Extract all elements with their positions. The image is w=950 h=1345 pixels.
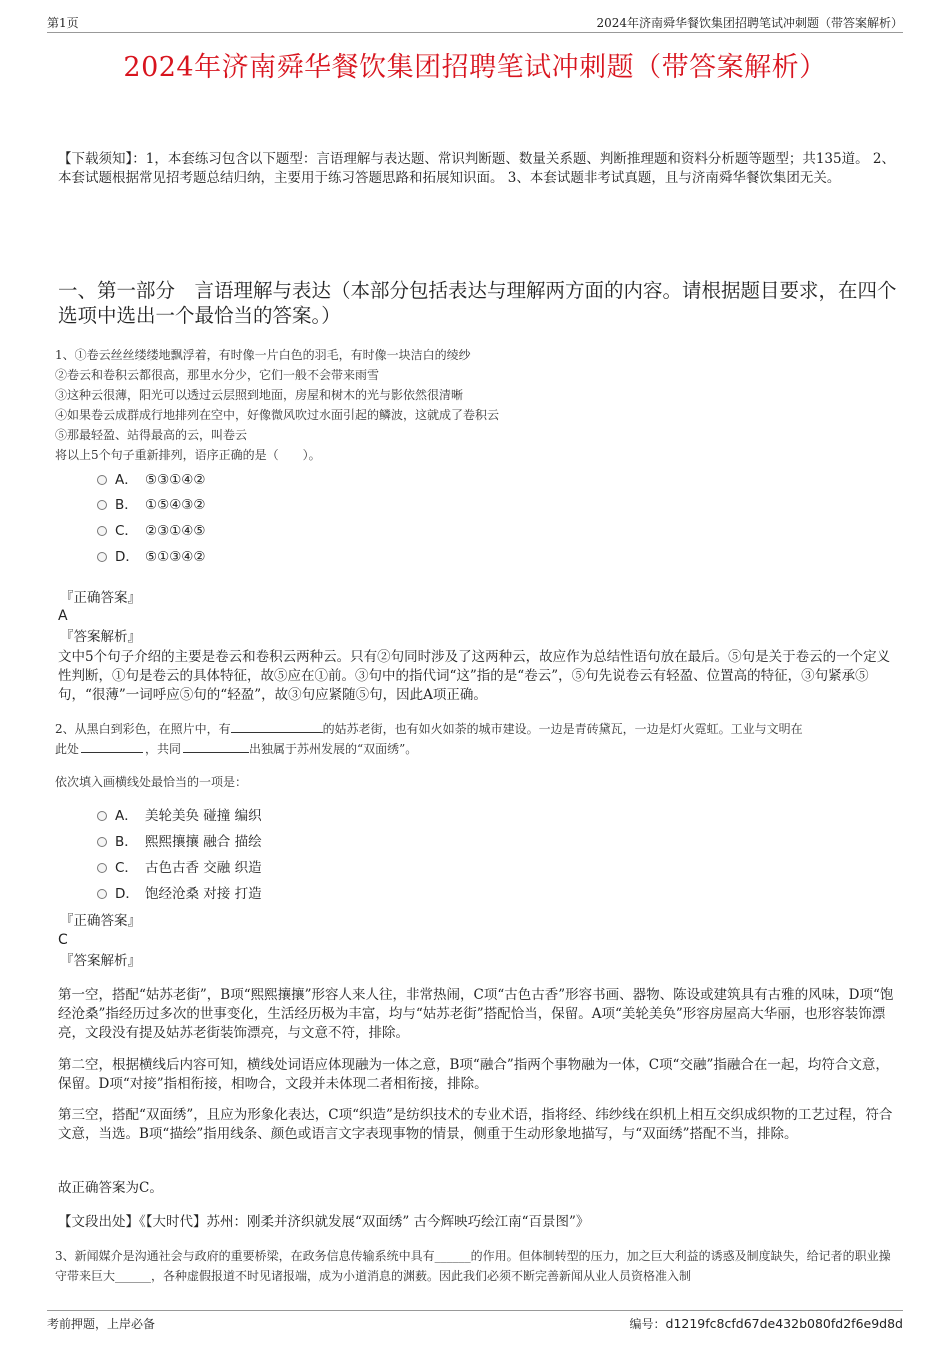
radio-icon[interactable]: [97, 889, 107, 899]
q2-analysis-label: 『答案解析』: [60, 953, 141, 969]
q2-analysis-para: 第三空，搭配“双面绣”，且应为形象化表达，C项“织造”是纺织技术的专业术语，指将经、纬纱线在织机上相互交织成织物的工艺过程，符合文意，当选。B项“描绘”指用线条、颜色或语言文字表现事物的情景，侧重于生动形象地描写，与“双面绣”搭配不当，排除。: [58, 1107, 893, 1142]
page-number: 第1页: [47, 16, 79, 30]
radio-icon[interactable]: [97, 837, 107, 847]
q1-answer-label: 『正确答案』: [60, 590, 141, 606]
q1-line: ④如果卷云成群成行地排列在空中，好像微风吹过水面引起的鳞波，这就成了卷积云: [55, 408, 500, 422]
radio-icon[interactable]: [97, 526, 107, 536]
q1-option-a[interactable]: A． ⑤③①④②: [97, 470, 206, 490]
q1-line: 1、①卷云丝丝缕缕地飘浮着，有时像一片白色的羽毛，有时像一块洁白的绫纱: [55, 348, 471, 362]
radio-icon[interactable]: [97, 500, 107, 510]
q1-line: ⑤那最轻盈、站得最高的云，叫卷云: [55, 428, 248, 442]
q2-source: 【文段出处】《【大时代】苏州：刚柔并济织就发展“双面绣” 古今辉映巧绘江南“百景图”》: [58, 1214, 590, 1230]
q2-option-a[interactable]: A． 美轮美奂 碰撞 编织: [97, 806, 262, 826]
q2-conclusion: 故正确答案为C。: [58, 1180, 163, 1196]
q2-answer-label: 『正确答案』: [60, 913, 141, 929]
blank-2: [81, 738, 143, 753]
document-title: 2024年济南舜华餐饮集团招聘笔试冲刺题（带答案解析）: [123, 52, 827, 83]
q1-line: 将以上5个句子重新排列，语序正确的是（ ）。: [55, 448, 321, 462]
q1-option-b[interactable]: B． ①⑤④③②: [97, 495, 206, 515]
q3-text: 3、新闻媒介是沟通社会与政府的重要桥梁，在政务信息传输系统中具有______的作用。但体制转型的压力，加之巨大利益的诱惑及制度缺失，给记者的职业操守带来巨大______，各种虚假报道不时见诸报端，成为小道消息的渊薮。因此我们必须不断完善新闻从业人员资格准入制: [55, 1249, 891, 1283]
radio-icon[interactable]: [97, 552, 107, 562]
q1-answer: A: [58, 608, 68, 624]
radio-icon[interactable]: [97, 863, 107, 873]
page-header: [47, 10, 903, 33]
blank-1: [231, 718, 323, 733]
q2-option-c[interactable]: C． 古色古香 交融 织造: [97, 858, 262, 878]
blank-3: [183, 738, 249, 753]
q2-option-b[interactable]: B． 熙熙攘攘 融合 描绘: [97, 832, 262, 852]
q2-analysis-para: 第一空，搭配“姑苏老街”，B项“熙熙攘攘”形容人来人往，非常热闹，C项“古色古香”形容书画、器物、陈设或建筑具有古雅的风味，D项“饱经沧桑”指经历过多次的世事变化，生活经历极为丰富，均与“姑苏老街”搭配恰当，保留。A项“美轮美奂”形容房屋高大华丽，也形容装饰漂亮，文段没有提及姑苏老街装饰漂亮，与文意不符，排除。: [58, 987, 894, 1041]
q2-option-d[interactable]: D． 饱经沧桑 对接 打造: [97, 884, 262, 904]
q1-line: ②卷云和卷积云都很高，那里水分少，它们一般不会带来雨雪: [55, 368, 380, 382]
radio-icon[interactable]: [97, 811, 107, 821]
section-heading: 一、第一部分 言语理解与表达（本部分包括表达与理解两方面的内容。请根据题目要求，在四个选项中选出一个最恰当的答案。）: [58, 279, 897, 327]
q2-analysis-para: 第二空，根据横线后内容可知，横线处词语应体现融为一体之意，B项“融合”指两个事物融为一体，C项“交融”指融合在一起，均符合文意，保留。D项“对接”指相衔接，相吻合，文段并未体现二者相衔接，排除。: [58, 1057, 889, 1092]
q1-option-c[interactable]: C． ②③①④⑤: [97, 521, 206, 541]
q2-line: 此处 ，共同 出独属于苏州发展的“双面绣”。: [55, 738, 900, 759]
radio-icon[interactable]: [97, 475, 107, 485]
q1-option-d[interactable]: D． ⑤①③④②: [97, 547, 206, 567]
footer-slogan: 考前押题，上岸必备: [47, 1317, 156, 1331]
q1-analysis: 文中5个句子介绍的主要是卷云和卷积云两种云。只有②句同时涉及了这两种云，故应作为总结性语句放在最后。⑤句是关于卷云的一个定义性判断，①句是卷云的具体特征，故⑤应在①前。③句中的指代词“这”指的是“卷云”，⑤句先说卷云有轻盈、位置高的特征，③句紧承⑤句，“很薄”一词呼应⑤句的“轻盈”，故③句应紧随⑤句，因此A项正确。: [58, 649, 891, 703]
footer-code: 编号：d1219fc8cfd67de432b080fd2f6e9d8d: [629, 1316, 903, 1331]
page-footer: [47, 1310, 903, 1331]
header-doc-title: 2024年济南舜华餐饮集团招聘笔试冲刺题（带答案解析）: [596, 16, 903, 30]
q2-answer: C: [58, 932, 68, 948]
q1-analysis-label: 『答案解析』: [60, 629, 141, 645]
q2-prompt: 依次填入画横线处最恰当的一项是：: [55, 775, 248, 789]
q2-line: 2、从黑白到彩色，在照片中，有 的姑苏老街，也有如火如荼的城市建设。一边是青砖黛瓦，一边是灯火霓虹。工业与文明在: [55, 718, 900, 739]
q1-line: ③这种云很薄，阳光可以透过云层照到地面，房屋和树木的光与影依然很清晰: [55, 388, 464, 402]
download-notice: 【下载须知】：1，本套练习包含以下题型：言语理解与表达题、常识判断题、数量关系题、判断推理题和资料分析题等题型；共135道。 2、本套试题根据常见招考题总结归纳，主要用于练习答题思路和拓展知识面。 3、本套试题非考试真题，且与济南舜华餐饮集团无关。: [58, 151, 895, 186]
